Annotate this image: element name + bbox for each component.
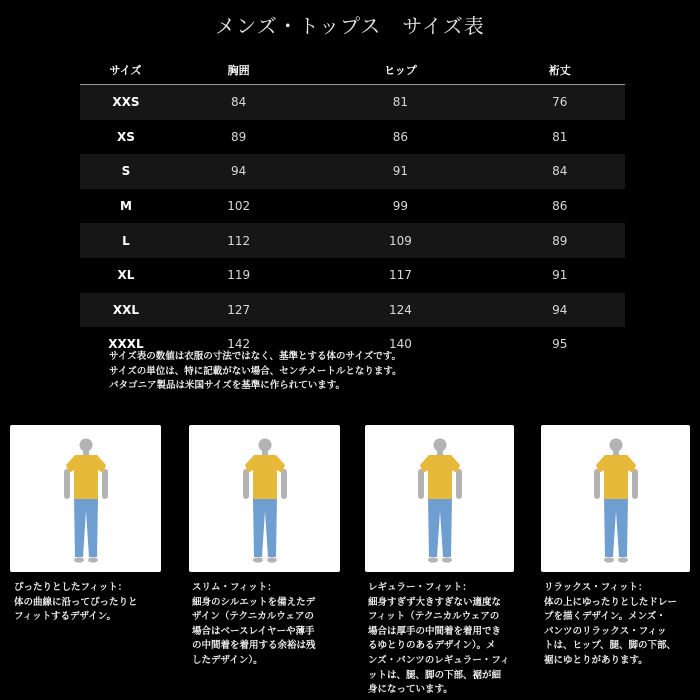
cell-sleeve: 91 <box>552 268 568 283</box>
fit-title: ぴったりとしたフィット： <box>14 582 128 593</box>
size-notes <box>109 350 402 394</box>
cell-hip: 109 <box>306 223 494 258</box>
cell-size: S <box>80 154 171 189</box>
cell-hip: 140 <box>388 337 412 352</box>
cell-size: XL <box>117 268 135 283</box>
cell-sleeve: 84 <box>495 154 625 189</box>
cell-sleeve: 89 <box>495 223 625 258</box>
fit-body: 細身すぎず大きすぎない適度な フィット（テクニカルウェアの 場合は厚手の中間着を着用でき るゆとりのあるデザイン）。メ ンズ・パンツのレギュラー・フィ ットは、腿、脚の下部、裾が細 身になっています。 <box>368 596 510 696</box>
note-line: サイズ表の数値は衣服の寸法ではなく、基準とする体のサイズです。 <box>109 351 402 362</box>
cell-chest: 142 <box>227 337 251 352</box>
header-chest: 胸囲 <box>171 56 306 85</box>
cell-sleeve: 76 <box>495 85 625 120</box>
table-row <box>80 189 625 224</box>
fit-body: 体の曲線に沿ってぴったりと フィットするデザイン。 <box>14 596 138 623</box>
fit-title: レギュラー・フィット： <box>368 582 472 593</box>
table-row <box>80 85 625 120</box>
fit-desc-slim <box>192 581 316 669</box>
cell-sleeve: 94 <box>495 293 625 328</box>
fit-image-regular <box>365 425 514 572</box>
figure-illustration <box>586 435 646 567</box>
table-row <box>80 120 625 155</box>
cell-hip: 86 <box>392 129 409 144</box>
table-row <box>80 223 625 258</box>
figure-illustration <box>410 435 470 567</box>
cell-chest: 119 <box>227 268 251 283</box>
cell-chest: 94 <box>171 154 306 189</box>
table-row <box>80 293 625 328</box>
cell-hip: 117 <box>388 268 412 283</box>
cell-chest: 127 <box>171 293 306 328</box>
fit-image-relaxed <box>541 425 690 572</box>
note-line: サイズの単位は、特に記載がない場合、センチメートルとなります。 <box>109 365 402 377</box>
size-table <box>80 56 625 362</box>
figure-illustration <box>56 435 116 567</box>
cell-sleeve: 86 <box>552 199 568 214</box>
cell-hip: 99 <box>392 199 409 214</box>
cell-hip: 124 <box>306 293 494 328</box>
table-row <box>80 258 625 293</box>
cell-sleeve: 95 <box>552 337 568 352</box>
cell-size: M <box>120 199 132 214</box>
fit-title: リラックス・フィット： <box>544 582 648 593</box>
cell-sleeve: 81 <box>552 129 568 144</box>
header-size: サイズ <box>80 56 171 85</box>
cell-size: XXL <box>80 293 171 328</box>
cell-chest: 89 <box>231 129 247 144</box>
cell-hip: 91 <box>306 154 494 189</box>
cell-chest: 112 <box>171 223 306 258</box>
fit-image-close <box>10 425 161 572</box>
fit-desc-relaxed <box>544 581 677 669</box>
header-hip: ヒップ <box>306 56 494 85</box>
cell-size: XS <box>117 129 135 144</box>
cell-hip: 81 <box>306 85 494 120</box>
fit-image-slim <box>189 425 340 572</box>
fit-desc-regular <box>368 581 509 698</box>
cell-size: L <box>80 223 171 258</box>
table-row <box>80 154 625 189</box>
header-sleeve: 裄丈 <box>495 56 625 85</box>
cell-size: XXS <box>80 85 171 120</box>
fit-body: 細身のシルエットを備えたデ ザイン（テクニカルウェアの 場合はベースレイヤーや薄手 の中間着を着用する余裕は残 したデザイン）。 <box>192 596 316 666</box>
note-line: パタゴニア製品は米国サイズを基準に作られています。 <box>109 380 345 391</box>
page-title: メンズ・トップス サイズ表 <box>215 14 485 38</box>
fit-title: スリム・フィット： <box>192 582 277 593</box>
cell-chest: 84 <box>171 85 306 120</box>
figure-illustration <box>235 435 295 567</box>
fit-desc-close <box>14 581 138 625</box>
fit-body: 体の上にゆったりとしたドレー プを描くデザイン。メンズ・ パンツのリラックス・フィッ トは、ヒップ、腿、脚の下部、 裾にゆとりがあります。 <box>544 596 677 666</box>
cell-chest: 102 <box>227 199 251 214</box>
table-header-row <box>80 56 625 85</box>
cell-size: XXXL <box>108 337 144 352</box>
